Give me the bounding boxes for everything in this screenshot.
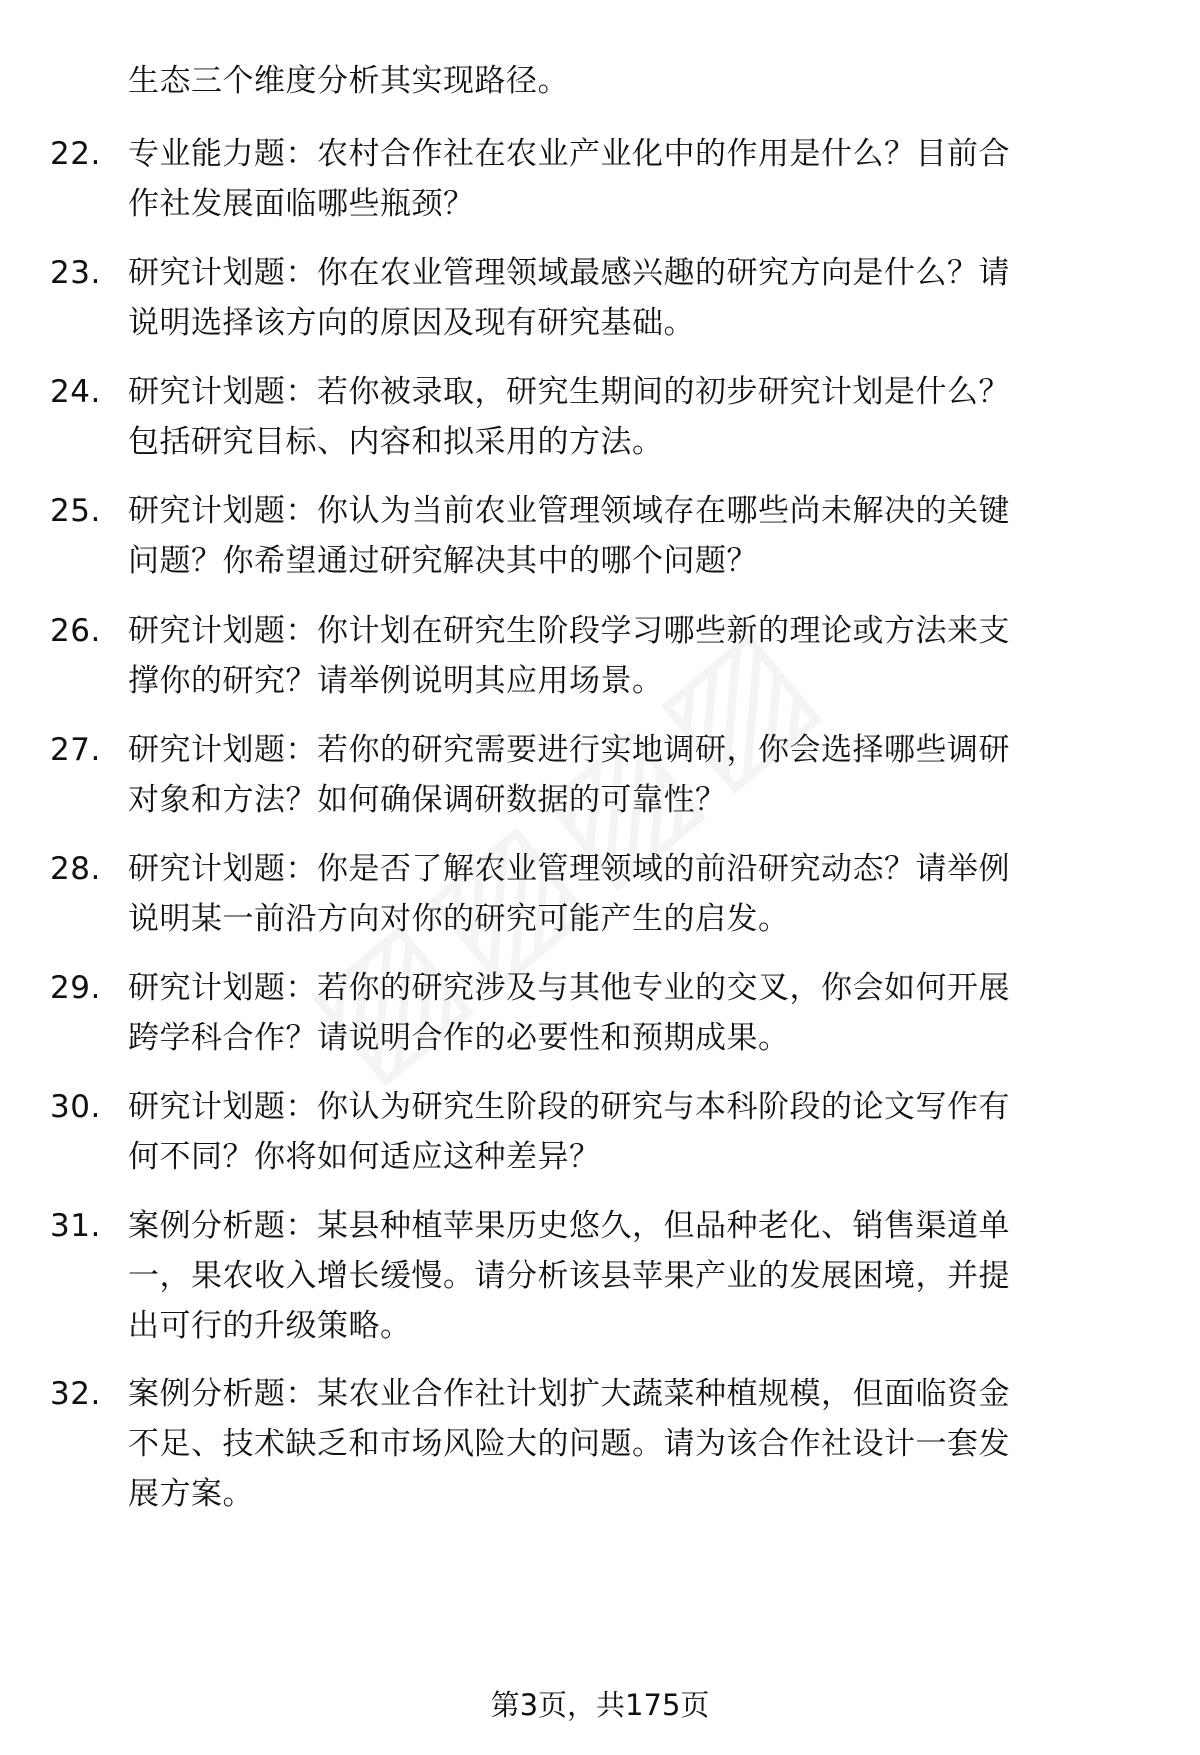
- question-line: 研究计划题：若你被录取，研究生期间的初步研究计划是什么？: [128, 374, 1010, 410]
- question-number: 30.: [50, 1089, 101, 1125]
- question-line: 研究计划题：你计划在研究生阶段学习哪些新的理论或方法来支: [128, 613, 1010, 649]
- question-text: [128, 486, 1128, 586]
- question-number: 23.: [50, 255, 101, 291]
- question-number: 26.: [50, 613, 101, 649]
- question-line: 不足、技术缺乏和市场风险大的问题。请为该合作社设计一套发: [128, 1426, 1010, 1462]
- question-number: 22.: [50, 136, 101, 172]
- question-text: [128, 129, 1128, 229]
- question-line: 撑你的研究？请举例说明其应用场景。: [128, 663, 664, 699]
- question-text: [128, 367, 1128, 467]
- question-text: [128, 1369, 1128, 1519]
- question-line: 案例分析题：某县种植苹果历史悠久，但品种老化、销售渠道单: [128, 1208, 1010, 1244]
- continuation-line: 生态三个维度分析其实现路径。: [128, 63, 569, 99]
- question-line: 包括研究目标、内容和拟采用的方法。: [128, 424, 664, 460]
- question-line: 研究计划题：你认为当前农业管理领域存在哪些尚未解决的关键: [128, 493, 1010, 529]
- question-number: 27.: [50, 732, 101, 768]
- question-number: 25.: [50, 493, 101, 529]
- page-footer: 第3页，共175页: [490, 1688, 710, 1722]
- question-text: [128, 1201, 1128, 1351]
- question-line: 说明某一前沿方向对你的研究可能产生的启发。: [128, 901, 790, 937]
- question-line: 说明选择该方向的原因及现有研究基础。: [128, 305, 695, 341]
- question-number: 28.: [50, 851, 101, 887]
- question-line: 案例分析题：某农业合作社计划扩大蔬菜种植规模，但面临资金: [128, 1376, 1010, 1412]
- question-line: 展方案。: [128, 1476, 254, 1512]
- question-number: 31.: [50, 1208, 101, 1244]
- question-text: [128, 248, 1128, 348]
- question-text: [128, 606, 1128, 706]
- question-number: 24.: [50, 374, 101, 410]
- question-text: [128, 844, 1128, 944]
- question-line: 跨学科合作？请说明合作的必要性和预期成果。: [128, 1020, 790, 1056]
- question-line: 出可行的升级策略。: [128, 1308, 412, 1344]
- question-text: [128, 1082, 1128, 1182]
- question-line: 对象和方法？如何确保调研数据的可靠性？: [128, 782, 727, 818]
- question-line: 研究计划题：你在农业管理领域最感兴趣的研究方向是什么？请: [128, 255, 1010, 291]
- question-line: 研究计划题：若你的研究需要进行实地调研，你会选择哪些调研: [128, 732, 1010, 768]
- question-line: 一，果农收入增长缓慢。请分析该县苹果产业的发展困境，并提: [128, 1258, 1010, 1294]
- question-number: 32.: [50, 1376, 101, 1412]
- question-number: 29.: [50, 970, 101, 1006]
- question-line: 专业能力题：农村合作社在农业产业化中的作用是什么？目前合: [128, 136, 1010, 172]
- question-text: [128, 725, 1128, 825]
- question-line: 作社发展面临哪些瓶颈？: [128, 186, 475, 222]
- question-line: 研究计划题：你是否了解农业管理领域的前沿研究动态？请举例: [128, 851, 1010, 887]
- question-text: [128, 963, 1128, 1063]
- question-line: 研究计划题：若你的研究涉及与其他专业的交叉，你会如何开展: [128, 970, 1010, 1006]
- question-line: 问题？你希望通过研究解决其中的哪个问题？: [128, 543, 758, 579]
- question-line: 何不同？你将如何适应这种差异？: [128, 1139, 601, 1175]
- question-line: 研究计划题：你认为研究生阶段的研究与本科阶段的论文写作有: [128, 1089, 1010, 1125]
